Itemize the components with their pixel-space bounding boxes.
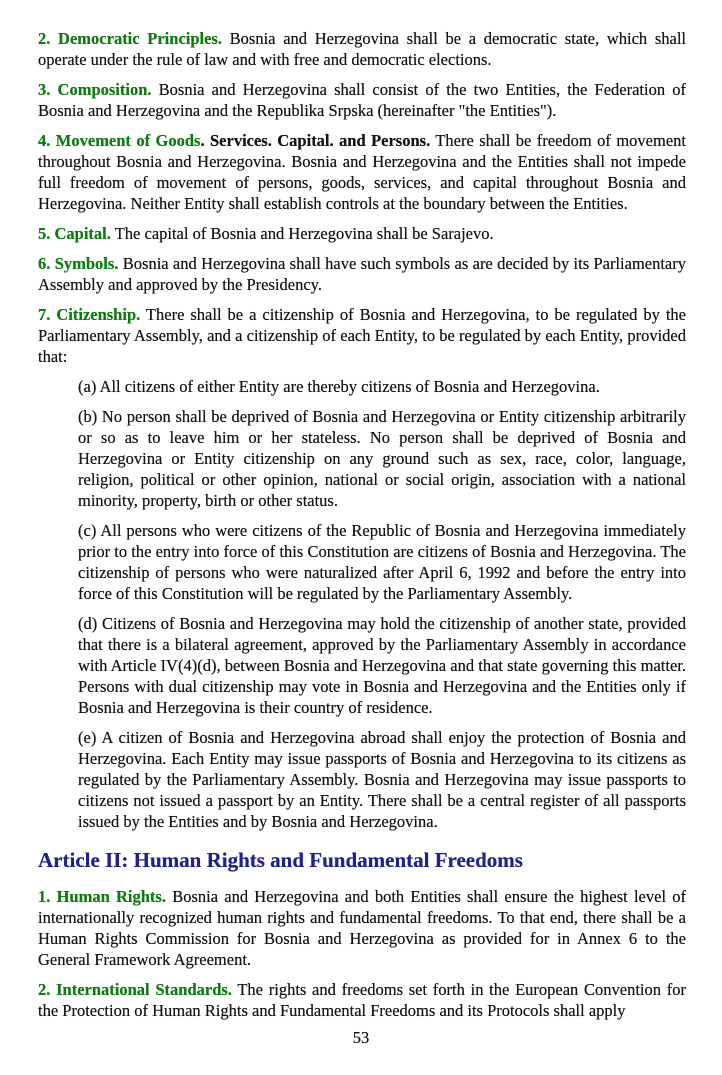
numbered-paragraph	[38, 28, 686, 70]
paragraph-heading: 2. Democratic Principles.	[38, 29, 222, 48]
paragraph-body: Bosnia and Herzegovina shall consist of the two Entities, the Federation of Bosnia and Herzegovina and the Republika Srpska (hereinafter "the Entities").	[38, 80, 686, 120]
paragraph-heading: 7. Citizenship.	[38, 305, 141, 324]
paragraph-body: There shall be freedom of movement throughout Bosnia and Herzegovina. Bosnia and Herzegovina and the Entities shall not impede full freedom of movement of persons, goods, services, and capital throughout Bosnia and Herzegovina. Neither Entity shall establish controls at the boundary between the Entities.	[38, 131, 686, 213]
subparagraph-c	[78, 520, 686, 604]
paragraph-body: Bosnia and Herzegovina and both Entities shall ensure the highest level of internationally recognized human rights and fundamental freedoms. To that end, there shall be a Human Rights Commission for Bosnia and Herzegovina as provided for in Annex 6 to the General Framework Agreement.	[38, 887, 686, 969]
paragraph-body: The capital of Bosnia and Herzegovina shall be Sarajevo.	[110, 224, 494, 243]
numbered-paragraph	[38, 79, 686, 121]
subparagraph-body: (d) Citizens of Bosnia and Herzegovina may hold the citizenship of another state, provided that there is a bilateral agreement, approved by the Parliamentary Assembly in accordance with Article IV(4)(d), between Bosnia and Herzegovina and that state governing this matter. Persons with dual citizenship may vote in Bosnia and Herzegovina and the Entities only if Bosnia and Herzegovina is their country of residence.	[78, 614, 686, 717]
numbered-paragraph	[38, 886, 686, 970]
paragraph-heading: 4. Movement of Goods	[38, 131, 201, 150]
paragraph-heading: 5. Capital.	[38, 224, 111, 243]
numbered-paragraph	[38, 130, 686, 214]
subparagraph-b	[78, 406, 686, 511]
subparagraph-d	[78, 613, 686, 718]
paragraph-heading-continuation: . Services. Capital. and Persons.	[200, 131, 431, 150]
numbered-paragraph	[38, 253, 686, 295]
numbered-paragraph	[38, 304, 686, 367]
paragraph-body: The rights and freedoms set forth in the European Convention for the Protection of Human Rights and Fundamental Freedoms and its Protocols shall apply	[38, 980, 686, 1020]
subparagraph-body: (c) All persons who were citizens of the Republic of Bosnia and Herzegovina immediately prior to the entry into force of this Constitution are citizens of Bosnia and Herzegovina. The citizenship of persons who were naturalized after April 6, 1992 and before the entry into force of this Constitution will be regulated by the Parliamentary Assembly.	[78, 521, 686, 603]
paragraph-heading: 1. Human Rights.	[38, 887, 166, 906]
paragraph-heading: 6. Symbols.	[38, 254, 119, 273]
subparagraph-body: (a) All citizens of either Entity are thereby citizens of Bosnia and Herzegovina.	[78, 377, 600, 396]
paragraph-body: Bosnia and Herzegovina shall have such symbols as are decided by its Parliamentary Assembly and approved by the Presidency.	[38, 254, 686, 294]
paragraph-heading: 2. International Standards.	[38, 980, 232, 999]
numbered-paragraph	[38, 979, 686, 1021]
article-heading: Article II: Human Rights and Fundamental Freedoms	[38, 848, 523, 872]
numbered-paragraph	[38, 223, 686, 244]
page-number: 53	[352, 1028, 370, 1047]
subparagraph-e	[78, 727, 686, 832]
subparagraph-body: (e) A citizen of Bosnia and Herzegovina abroad shall enjoy the protection of Bosnia and Herzegovina. Each Entity may issue passports of Bosnia and Herzegovina to its citizens as regulated by the Parliamentary Assembly. Bosnia and Herzegovina may issue passports to citizens not issued a passport by an Entity. There shall be a central register of all passports issued by the Entities and by Bosnia and Herzegovina.	[78, 728, 686, 831]
paragraph-heading: 3. Composition.	[38, 80, 152, 99]
subparagraph-a	[78, 376, 686, 397]
subparagraph-body: (b) No person shall be deprived of Bosnia and Herzegovina or Entity citizenship arbitrarily or so as to leave him or her stateless. No person shall be deprived of Bosnia and Herzegovina or Entity citizenship on any ground such as sex, race, color, language, religion, political or other opinion, national or social origin, association with a national minority, property, birth or other status.	[78, 407, 686, 510]
paragraph-body: There shall be a citizenship of Bosnia and Herzegovina, to be regulated by the Parliamentary Assembly, and a citizenship of each Entity, to be regulated by each Entity, provided that:	[38, 305, 686, 366]
paragraph-body: Bosnia and Herzegovina shall be a democratic state, which shall operate under the rule of law and with free and democratic elections.	[38, 29, 686, 69]
